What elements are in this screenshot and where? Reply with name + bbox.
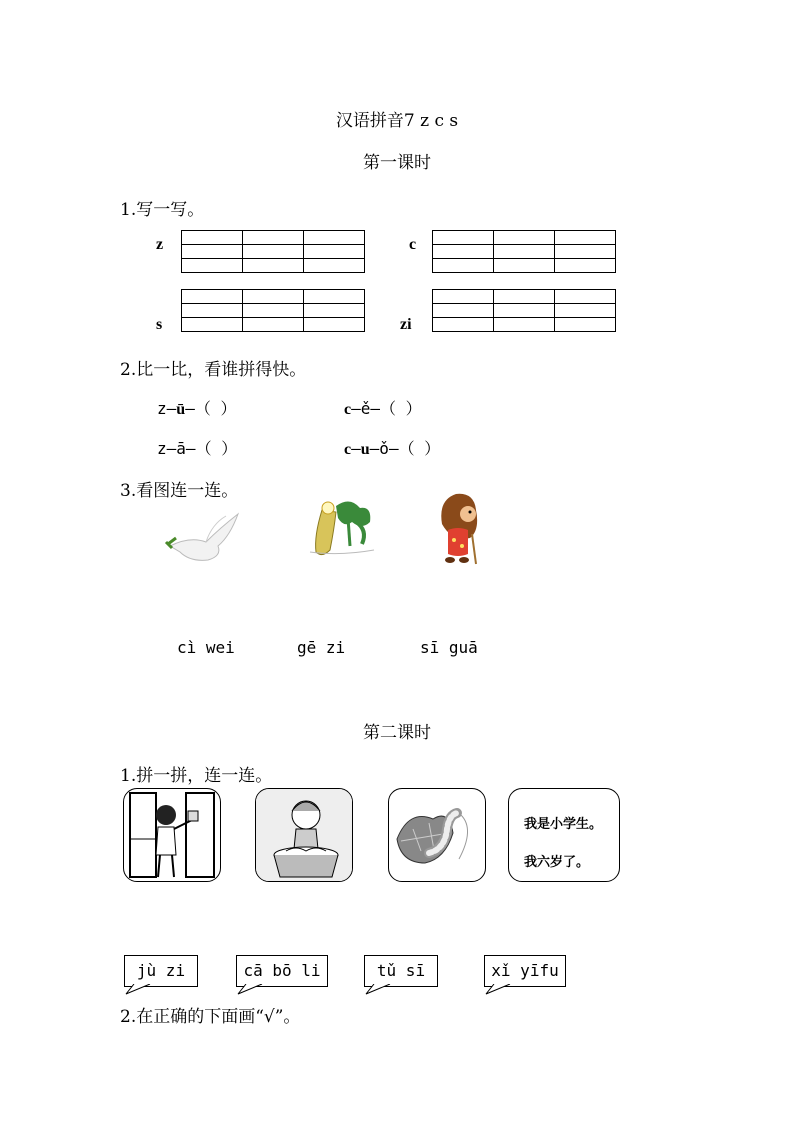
pinyin-gezi: gē zi — [297, 638, 346, 657]
writing-grid-z[interactable] — [181, 230, 365, 273]
picture-wiping-glass — [123, 788, 221, 882]
speech-line-age: 我六岁了。 — [524, 855, 590, 870]
writing-grid-zi[interactable] — [432, 289, 616, 332]
speech-bubble — [508, 788, 620, 882]
pinyin-ciwei: cì wei — [177, 638, 235, 657]
combo-za: z—ā—（ ） — [157, 439, 238, 458]
grid-letter-s: s — [156, 316, 163, 333]
combo-cuo: c—u—ǒ—（ ） — [344, 439, 441, 458]
picture-silkworm — [388, 788, 486, 882]
lesson-one-heading: 第一课时 — [363, 153, 431, 173]
grid-letter-c: c — [409, 236, 417, 253]
question-write: 1.写一写。 — [120, 200, 205, 220]
dove-icon — [160, 506, 242, 568]
combo-ce: c—ě—（ ） — [344, 399, 422, 418]
question-match: 3.看图连一连。 — [120, 481, 239, 501]
question-spell-match: 1.拼一拼，连一连。 — [120, 766, 273, 786]
speech-line-student: 我是小学生。 — [524, 817, 603, 832]
grid-letter-z: z — [156, 236, 164, 253]
writing-grid-s[interactable] — [181, 289, 365, 332]
question-compare: 2.比一比，看谁拼得快。 — [120, 360, 307, 380]
hedgehog-icon — [434, 490, 484, 566]
combo-zu: z—ū—（ ） — [157, 399, 237, 418]
page-title: 汉语拼音7 z c s — [335, 111, 459, 131]
tag-caboli[interactable]: cā bō li — [236, 955, 328, 987]
writing-grid-c[interactable] — [432, 230, 616, 273]
pinyin-sigua: sī guā — [420, 638, 478, 657]
picture-washing-clothes — [255, 788, 353, 882]
tag-xiyifu[interactable]: xǐ yīfu — [484, 955, 566, 987]
grid-letter-zi: zi — [400, 316, 412, 333]
tag-juzi[interactable]: jù zi — [124, 955, 198, 987]
tag-tusi[interactable]: tǔ sī — [364, 955, 438, 987]
question-check-correct: 2.在正确的下面画“√”。 — [120, 1007, 301, 1027]
loofah-icon — [300, 496, 380, 562]
tag-pointers — [0, 984, 794, 996]
lesson-two-heading: 第二课时 — [363, 723, 431, 743]
